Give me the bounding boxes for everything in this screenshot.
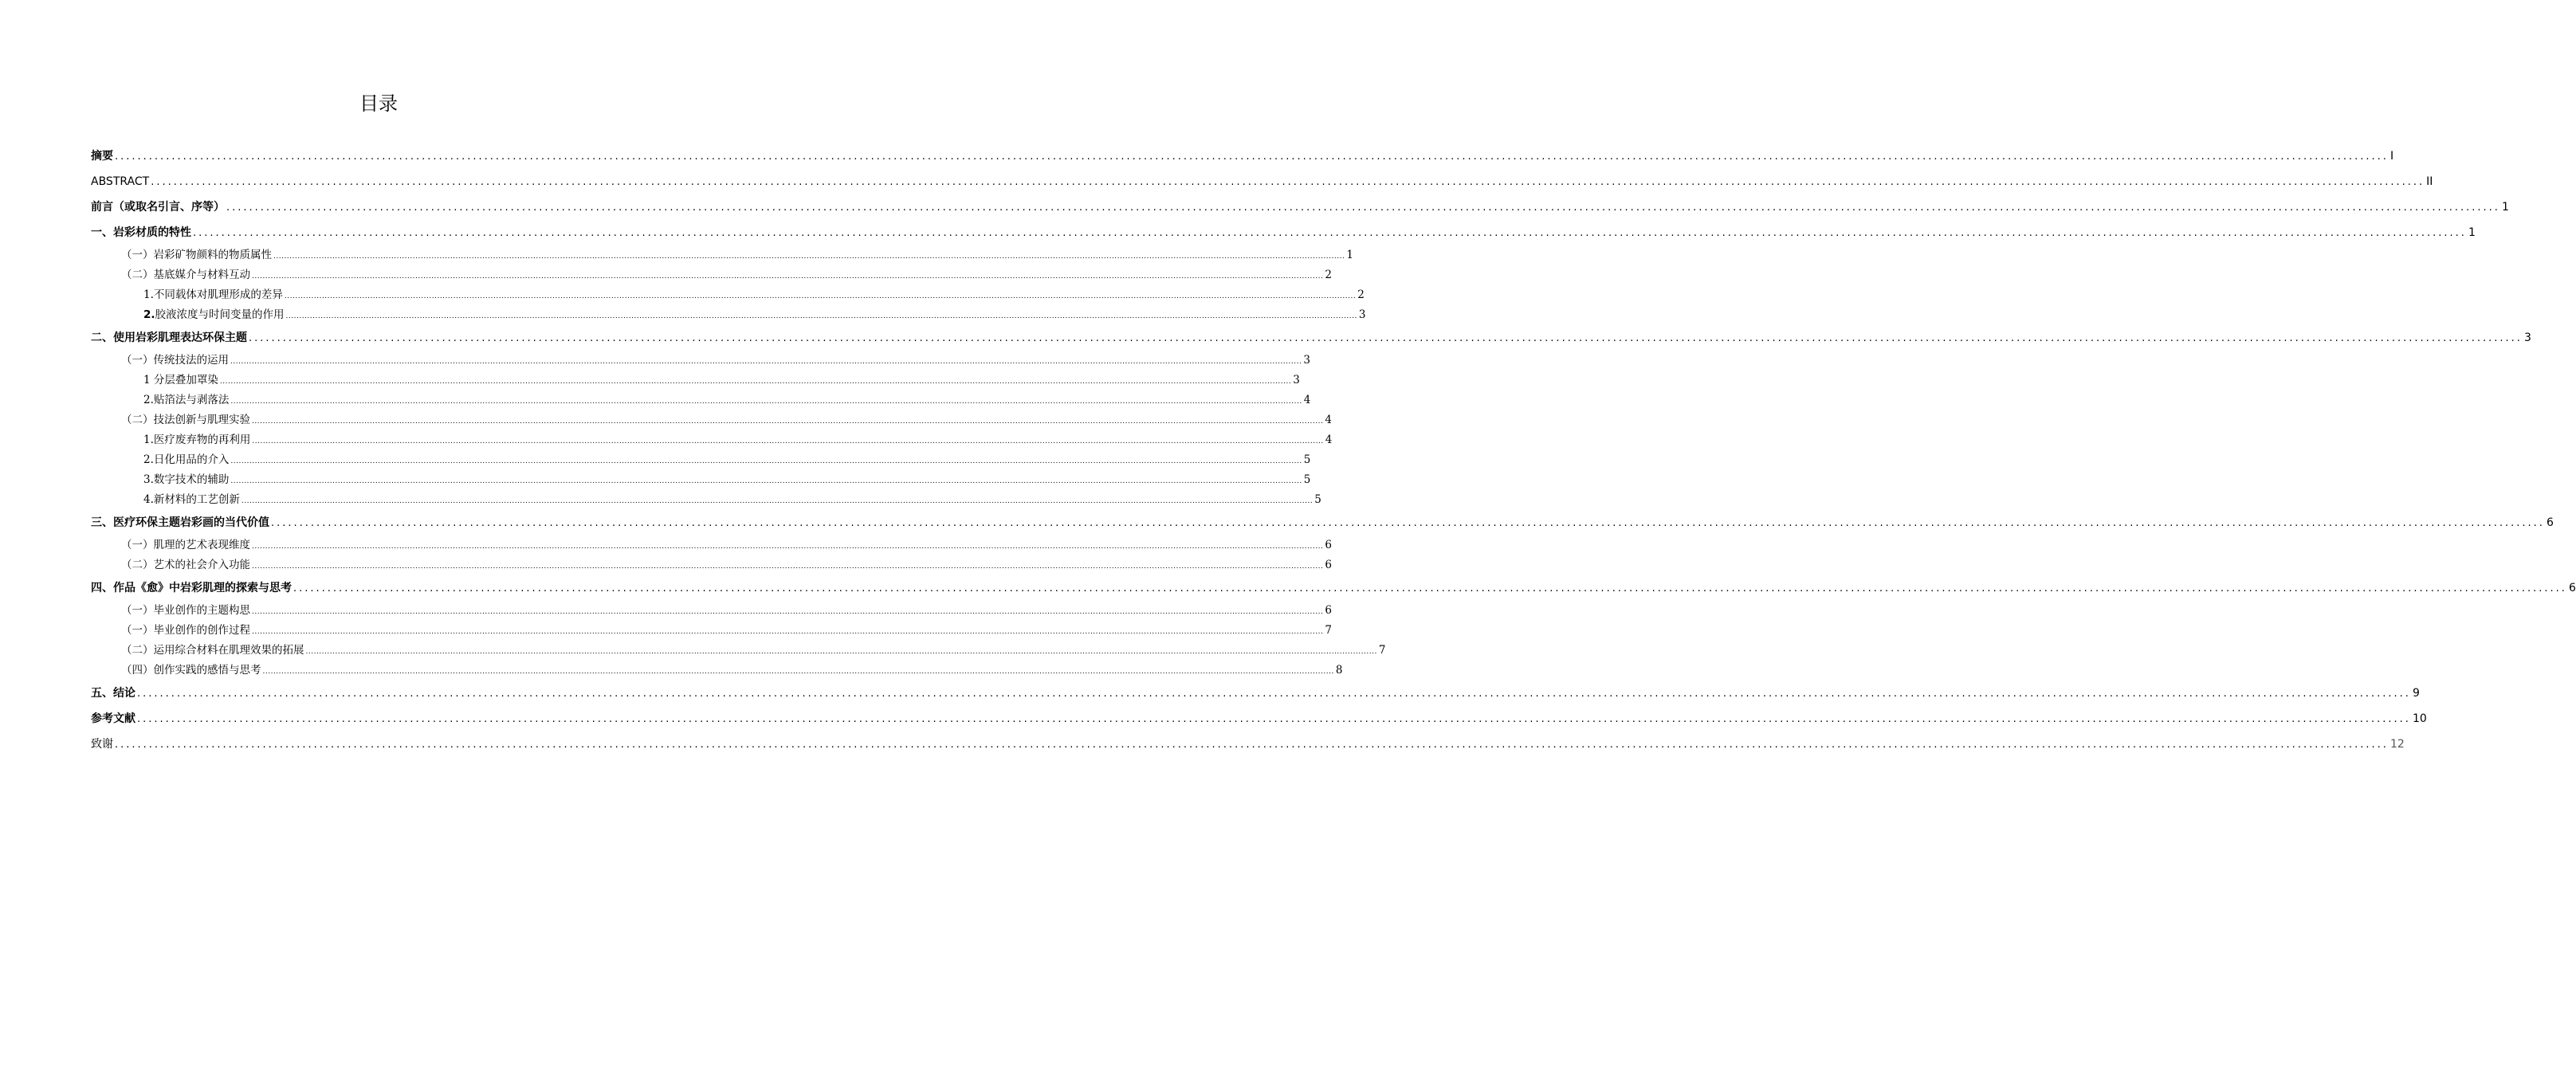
toc-entry-label: 致谢 [91, 738, 113, 751]
toc-entry-subsection[interactable] [91, 430, 1333, 450]
toc-entry-chapter-3[interactable] [91, 510, 2554, 536]
dot-leader: ................................................................................................................................................................................................................................................................................................................................................................................................................ [249, 332, 2523, 344]
toc-entry-subsection[interactable] [91, 305, 1366, 325]
toc-entry-section[interactable] [91, 641, 1386, 661]
toc-entry-page: 2 [1325, 269, 1332, 281]
toc-entry-label: （二）运用综合材料在肌理效果的拓展 [121, 644, 304, 657]
dot-leader: ................................................................................................................................................................................................................................................................................................................................................................................................................ [262, 668, 1334, 676]
toc-entry-chapter-1[interactable] [91, 220, 2476, 245]
dot-leader: ................................................................................................................................................................................................................................................................................................................................................................................................................ [226, 202, 2500, 214]
dot-leader: ................................................................................................................................................................................................................................................................................................................................................................................................................ [115, 739, 2389, 751]
dot-leader: ................................................................................................................................................................................................................................................................................................................................................................................................................ [252, 563, 1324, 571]
dot-leader: ................................................................................................................................................................................................................................................................................................................................................................................................................ [273, 253, 1345, 261]
toc-entry-page: 6 [2546, 516, 2554, 529]
dot-leader: ................................................................................................................................................................................................................................................................................................................................................................................................................ [230, 477, 1302, 485]
toc-entry-subsection[interactable] [91, 450, 1311, 470]
toc-entry-label: 摘要 [91, 150, 113, 163]
toc-entry-label: 三、医疗环保主题岩彩画的当代价值 [91, 516, 269, 529]
toc-entry-text: 胶液浓度与时间变量的作用 [155, 308, 285, 321]
toc-entry-abstract-cn[interactable] [91, 143, 2394, 169]
dot-leader: ................................................................................................................................................................................................................................................................................................................................................................................................................ [284, 292, 1357, 300]
toc-entry-page: 3 [1303, 354, 1310, 367]
toc-entry-subsection[interactable] [91, 390, 1311, 410]
toc-entry-label: 前言（或取名引言、序等） [91, 201, 225, 214]
toc-entry-acknowledgements[interactable] [91, 732, 2405, 757]
toc-entry-label: （一）毕业创作的创作过程 [121, 624, 250, 637]
toc-entry-page: 4 [1303, 394, 1311, 406]
toc-entry-label [143, 305, 285, 325]
toc-entry-page: 1 [2468, 226, 2476, 239]
toc-entry-section[interactable] [91, 555, 1332, 575]
toc-entry-chapter-4[interactable] [91, 575, 2576, 601]
dot-leader: ................................................................................................................................................................................................................................................................................................................................................................................................................ [252, 543, 1324, 551]
toc-entry-label: （一）岩彩矿物颜料的物质属性 [121, 249, 272, 261]
toc-entry-label: 一、岩彩材质的特性 [91, 226, 191, 239]
toc-entry-section[interactable] [91, 410, 1332, 430]
toc-entry-page: 10 [2412, 712, 2427, 725]
dot-leader: ................................................................................................................................................................................................................................................................................................................................................................................................................ [219, 378, 1292, 386]
toc-entry-label: （一）传统技法的运用 [121, 354, 229, 367]
toc-entry-label: 1 分层叠加罩染 [143, 374, 218, 386]
toc-entry-section[interactable] [91, 661, 1343, 681]
toc-entry-label: （二）技法创新与肌理实验 [121, 414, 250, 426]
toc-entry-section[interactable] [91, 351, 1310, 371]
toc-entry-page: 4 [1325, 414, 1332, 426]
toc-entry-page: 4 [1325, 434, 1333, 446]
dot-leader: ................................................................................................................................................................................................................................................................................................................................................................................................................ [137, 713, 2411, 725]
dot-leader: ................................................................................................................................................................................................................................................................................................................................................................................................................ [285, 312, 1357, 320]
dot-leader: ................................................................................................................................................................................................................................................................................................................................................................................................................ [252, 628, 1324, 636]
toc-entry-label: （二）基底媒介与材料互动 [121, 269, 250, 281]
dot-leader: ................................................................................................................................................................................................................................................................................................................................................................................................................ [230, 457, 1302, 465]
toc-entry-subsection[interactable] [91, 470, 1311, 490]
toc-entry-page: 1 [2501, 201, 2509, 214]
dot-leader: ................................................................................................................................................................................................................................................................................................................................................................................................................ [305, 648, 1377, 656]
toc-entry-label: 2.贴箔法与剥落法 [143, 394, 230, 406]
dot-leader: ................................................................................................................................................................................................................................................................................................................................................................................................................ [241, 497, 1314, 505]
toc-entry-label: （四）创作实践的感悟与思考 [121, 664, 261, 677]
dot-leader: ................................................................................................................................................................................................................................................................................................................................................................................................................ [252, 437, 1324, 445]
dot-leader: ................................................................................................................................................................................................................................................................................................................................................................................................................ [151, 176, 2425, 188]
toc-entry-page: 12 [2389, 738, 2405, 751]
toc-entry-page: 6 [1325, 559, 1332, 571]
toc-entry-label: 二、使用岩彩肌理表达环保主题 [91, 332, 247, 344]
toc-entry-conclusion[interactable] [91, 681, 2420, 706]
table-of-contents [91, 143, 2576, 757]
toc-entry-label: 四、作品《愈》中岩彩肌理的探索与思考 [91, 582, 292, 594]
toc-entry-page: 2 [1357, 288, 1365, 301]
toc-entry-page: 1 [1346, 249, 1353, 261]
toc-entry-label: （二）艺术的社会介入功能 [121, 559, 250, 571]
toc-entry-label: 3.数字技术的辅助 [143, 473, 230, 486]
toc-entry-label: 2.日化用品的介入 [143, 453, 230, 466]
toc-entry-page: 5 [1303, 473, 1311, 486]
dot-leader: ................................................................................................................................................................................................................................................................................................................................................................................................................ [193, 227, 2467, 239]
toc-entry-page: 3 [1358, 308, 1366, 321]
toc-entry-number: 2. [143, 308, 155, 321]
toc-entry-page: 3 [1293, 374, 1300, 386]
toc-entry-section[interactable] [91, 536, 1332, 555]
toc-entry-page: 5 [1303, 453, 1311, 466]
dot-leader: ................................................................................................................................................................................................................................................................................................................................................................................................................ [230, 358, 1302, 366]
dot-leader: ................................................................................................................................................................................................................................................................................................................................................................................................................ [293, 583, 2567, 594]
toc-entry-abstract-en[interactable] [91, 169, 2433, 194]
dot-leader: ................................................................................................................................................................................................................................................................................................................................................................................................................ [252, 418, 1324, 426]
toc-entry-page: 6 [1325, 539, 1332, 551]
toc-entry-references[interactable] [91, 706, 2427, 732]
toc-entry-label: ABSTRACT [91, 175, 150, 188]
toc-entry-subsection[interactable] [91, 285, 1365, 305]
page-title: 目录 [359, 92, 398, 115]
toc-entry-section[interactable] [91, 621, 1332, 641]
toc-entry-page: II [2426, 175, 2433, 188]
toc-entry-page: 5 [1314, 493, 1321, 506]
toc-entry-label: （一）肌理的艺术表现维度 [121, 539, 250, 551]
toc-entry-page: I [2389, 150, 2394, 163]
toc-entry-label: 1.医疗废弃物的再利用 [143, 434, 251, 446]
toc-entry-subsection[interactable] [91, 490, 1321, 510]
toc-entry-chapter-2[interactable] [91, 325, 2531, 351]
toc-entry-section[interactable] [91, 245, 1353, 265]
toc-entry-preface[interactable] [91, 194, 2509, 220]
dot-leader: ................................................................................................................................................................................................................................................................................................................................................................................................................ [115, 151, 2389, 163]
toc-entry-section[interactable] [91, 265, 1332, 285]
toc-entry-page: 6 [1325, 604, 1332, 617]
toc-entry-page: 7 [1325, 624, 1332, 637]
toc-entry-page: 9 [2412, 687, 2420, 700]
toc-entry-subsection[interactable] [91, 371, 1300, 390]
toc-entry-label: 1.不同载体对肌理形成的差异 [143, 288, 283, 301]
toc-entry-section[interactable] [91, 601, 1332, 621]
dot-leader: ................................................................................................................................................................................................................................................................................................................................................................................................................ [137, 688, 2411, 700]
toc-entry-page: 6 [2568, 582, 2576, 594]
toc-entry-label: 五、结论 [91, 687, 135, 700]
dot-leader: ................................................................................................................................................................................................................................................................................................................................................................................................................ [230, 398, 1302, 406]
toc-entry-page: 3 [2523, 332, 2531, 344]
toc-entry-label: （一）毕业创作的主题构思 [121, 604, 250, 617]
dot-leader: ................................................................................................................................................................................................................................................................................................................................................................................................................ [252, 273, 1324, 280]
dot-leader: ................................................................................................................................................................................................................................................................................................................................................................................................................ [271, 517, 2545, 529]
toc-entry-page: 7 [1378, 644, 1386, 657]
toc-entry-label: 参考文献 [91, 712, 135, 725]
toc-entry-page: 8 [1335, 664, 1343, 677]
dot-leader: ................................................................................................................................................................................................................................................................................................................................................................................................................ [252, 608, 1324, 616]
toc-entry-label: 4.新材料的工艺创新 [143, 493, 240, 506]
